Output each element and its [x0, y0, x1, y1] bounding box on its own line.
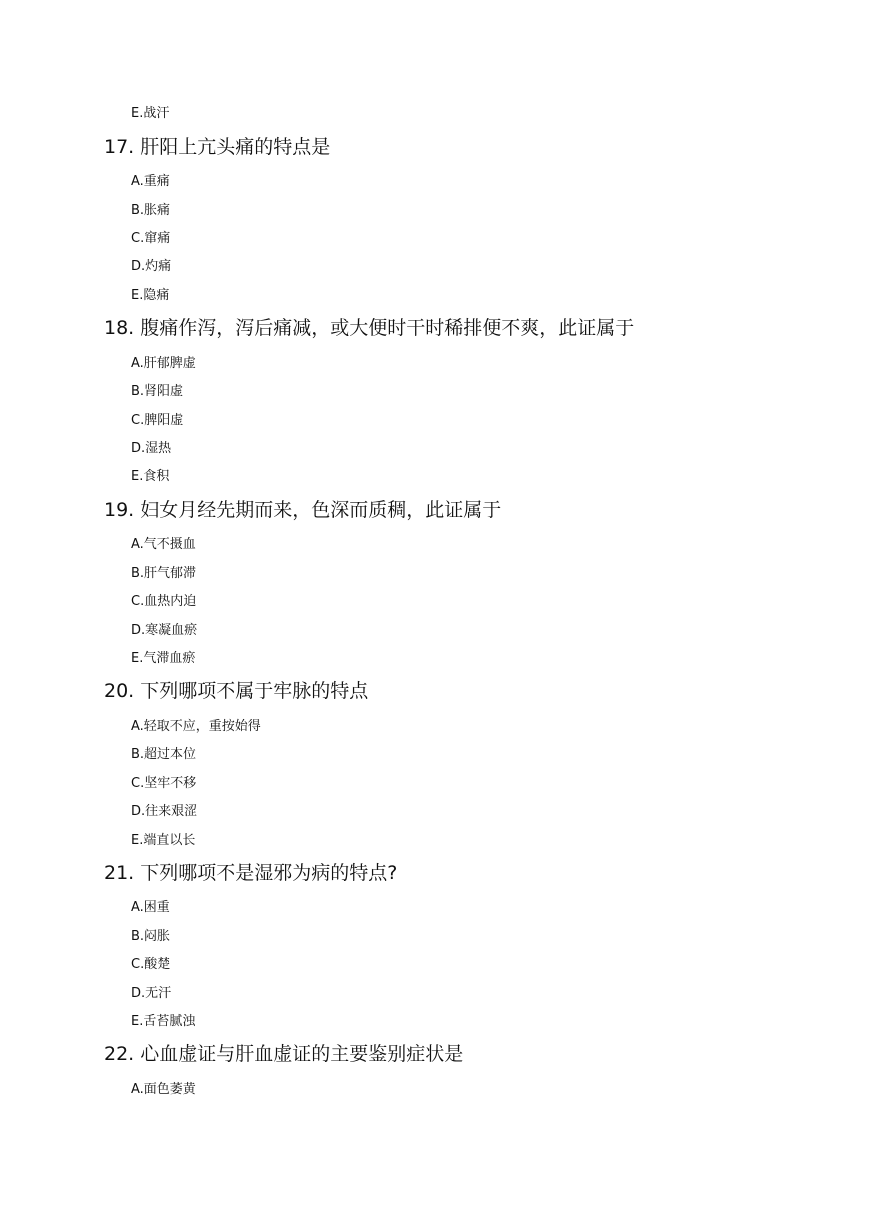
option-18-b: B.肾阳虚 [131, 384, 184, 399]
question-number: 21. [104, 862, 135, 884]
option-18-a: A.肝郁脾虚 [131, 356, 196, 371]
option-21-e: E.舌苔腻浊 [131, 1014, 196, 1029]
question-text: 下列哪项不是湿邪为病的特点? [140, 862, 398, 884]
option-19-c: C.血热内迫 [131, 594, 197, 609]
question-number: 20. [104, 680, 135, 702]
question-number: 22. [104, 1043, 135, 1065]
option-17-b: B.胀痛 [131, 203, 171, 218]
option-20-d: D.往来艰涩 [131, 804, 198, 819]
question-21-title [104, 861, 397, 885]
option-18-d: D.湿热 [131, 441, 172, 456]
option-22-a: A.面色萎黄 [131, 1082, 196, 1097]
option-19-d: D.寒凝血瘀 [131, 623, 198, 638]
option-17-a: A.重痛 [131, 174, 170, 189]
option-18-c: C.脾阳虚 [131, 413, 184, 428]
option-21-d: D.无汗 [131, 986, 172, 1001]
question-number: 18. [104, 317, 135, 339]
option-prev-e: E.战汗 [131, 106, 170, 121]
option-17-d: D.灼痛 [131, 259, 172, 274]
option-20-c: C.坚牢不移 [131, 776, 197, 791]
option-21-a: A.困重 [131, 900, 170, 915]
question-20-title [104, 679, 368, 703]
option-21-b: B.闷胀 [131, 929, 171, 944]
option-20-e: E.端直以长 [131, 833, 196, 848]
question-text: 妇女月经先期而来，色深而质稠，此证属于 [140, 499, 502, 521]
option-18-e: E.食积 [131, 469, 170, 484]
question-18-title [104, 316, 634, 340]
option-20-b: B.超过本位 [131, 747, 197, 762]
question-text: 心血虚证与肝血虚证的主要鉴别症状是 [140, 1043, 464, 1065]
question-text: 下列哪项不属于牢脉的特点 [140, 680, 369, 702]
question-text: 肝阳上亢头痛的特点是 [140, 136, 331, 158]
option-17-c: C.窜痛 [131, 231, 171, 246]
question-number: 19. [104, 499, 135, 521]
question-text: 腹痛作泻，泻后痛减，或大便时干时稀排便不爽，此证属于 [140, 317, 635, 339]
question-22-title [104, 1042, 463, 1066]
option-19-e: E.气滞血瘀 [131, 651, 196, 666]
question-number: 17. [104, 136, 135, 158]
option-19-b: B.肝气郁滞 [131, 566, 197, 581]
option-20-a: A.轻取不应，重按始得 [131, 719, 261, 734]
option-17-e: E.隐痛 [131, 288, 170, 303]
question-19-title [104, 498, 501, 522]
question-17-title [104, 135, 330, 159]
option-21-c: C.酸楚 [131, 957, 171, 972]
option-19-a: A.气不摄血 [131, 537, 196, 552]
